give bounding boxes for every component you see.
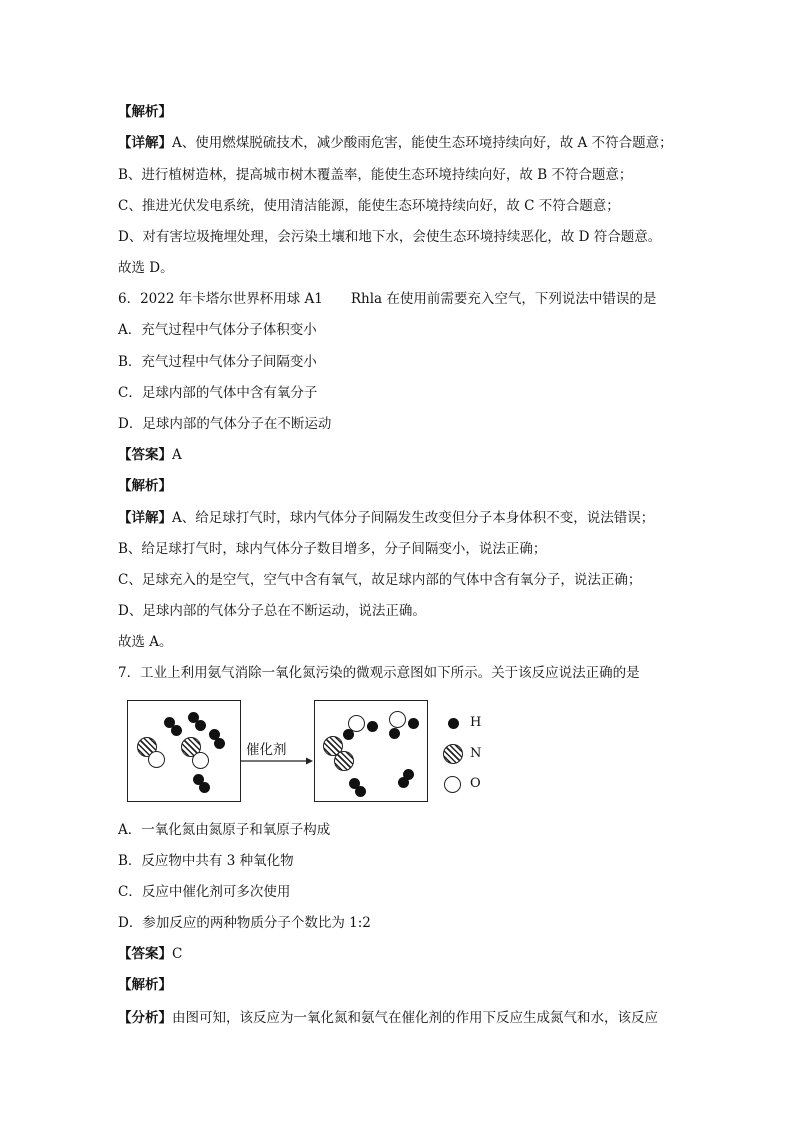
q7-option-d: D．参加反应的两种物质分子个数比为 1:2 (118, 915, 371, 931)
hydrogen-atom-icon (214, 738, 225, 749)
q6-option-d: D．足球内部的气体分子在不断运动 (118, 416, 332, 432)
detail-line-b: B、进行植树造林，提高城市树木覆盖率，能使生态环境持续向好，故 B 不符合题意； (118, 167, 633, 183)
oxygen-atom-icon (148, 751, 165, 768)
hydrogen-atom-icon (343, 729, 354, 740)
detail-line-d: D、对有害垃圾掩埋处理，会污染土壤和地下水，会使生态环境持续恶化，故 D 符合题意。 (118, 229, 662, 245)
q6-option-b: B．充气过程中气体分子间隔变小 (118, 354, 317, 370)
hydrogen-atom-icon (389, 728, 400, 739)
q7-analysis-line: 【分析】由图可知，该反应为一氧化氮和氨气在催化剂的作用下反应生成氮气和水，该反应 (118, 1010, 658, 1026)
q7-option-b: B．反应物中共有 3 种氧化物 (118, 853, 294, 869)
reaction-arrow-icon (240, 756, 314, 766)
hydrogen-atom-icon (408, 718, 419, 729)
hydrogen-atom-icon (195, 720, 206, 731)
hydrogen-atom-icon (367, 721, 378, 732)
hydrogen-atom-icon (448, 718, 459, 729)
question-6-stem: 6．2022 年卡塔尔世界杯用球 A1 Rhla 在使用前需要充入空气，下列说法中错误的是 (118, 291, 657, 307)
legend-label-h: H (470, 715, 482, 730)
legend-label-o: O (470, 776, 481, 791)
q7-option-a: A．一氧化氮由氮原子和氧原子构成 (118, 822, 331, 838)
analysis-heading: 【解析】 (118, 104, 172, 120)
hydrogen-atom-icon (171, 725, 182, 736)
q6-detail-d: D、足球内部的气体分子总在不断运动，说法正确。 (118, 603, 426, 619)
q6-detail-c: C、足球充入的是空气，空气中含有氧气，故足球内部的气体中含有氧分子，说法正确； (118, 572, 642, 588)
q7-answer: 【答案】C (118, 946, 183, 962)
catalyst-label: 催化剂 (246, 742, 287, 758)
nitrogen-atom-icon (334, 751, 354, 771)
q6-answer: 【答案】A (118, 447, 182, 463)
hydrogen-atom-icon (199, 782, 210, 793)
legend-label-n: N (470, 746, 482, 761)
q6-analysis-heading: 【解析】 (118, 478, 172, 494)
q6-option-a: A．充气过程中气体分子体积变小 (118, 322, 317, 338)
detail-line-c: C、推进光伏发电系统，使用清洁能源，能使生态环境持续向好，故 C 不符合题意； (118, 198, 620, 214)
q6-detail-b: B、给足球打气时，球内气体分子数目增多，分子间隔变小，说法正确； (118, 541, 547, 557)
nitrogen-atom-icon (443, 744, 463, 764)
product-box (314, 700, 428, 802)
q7-option-c: C．反应中催化剂可多次使用 (118, 884, 291, 900)
oxygen-atom-icon (389, 711, 406, 728)
oxygen-atom-icon (444, 776, 461, 793)
question-7-stem: 7．工业上利用氨气消除一氧化氮污染的微观示意图如下所示。关于该反应说法正确的是 (118, 665, 640, 681)
oxygen-atom-icon (192, 752, 209, 769)
q6-conclusion: 故选 A。 (118, 634, 173, 650)
detail-line-a: 【详解】A、使用燃煤脱硫技术，减少酸雨危害，能使生态环境持续向好，故 A 不符合题意； (118, 135, 673, 151)
q7-analysis-heading: 【解析】 (118, 977, 172, 993)
q6-detail-a: 【详解】A、给足球打气时，球内气体分子间隔发生改变但分子本身体积不变，说法错误； (118, 510, 655, 526)
hydrogen-atom-icon (398, 777, 409, 788)
hydrogen-atom-icon (355, 786, 366, 797)
reactant-box (127, 700, 241, 802)
q6-option-c: C．足球内部的气体中含有氧分子 (118, 385, 318, 401)
conclusion-line: 故选 D。 (118, 260, 174, 276)
